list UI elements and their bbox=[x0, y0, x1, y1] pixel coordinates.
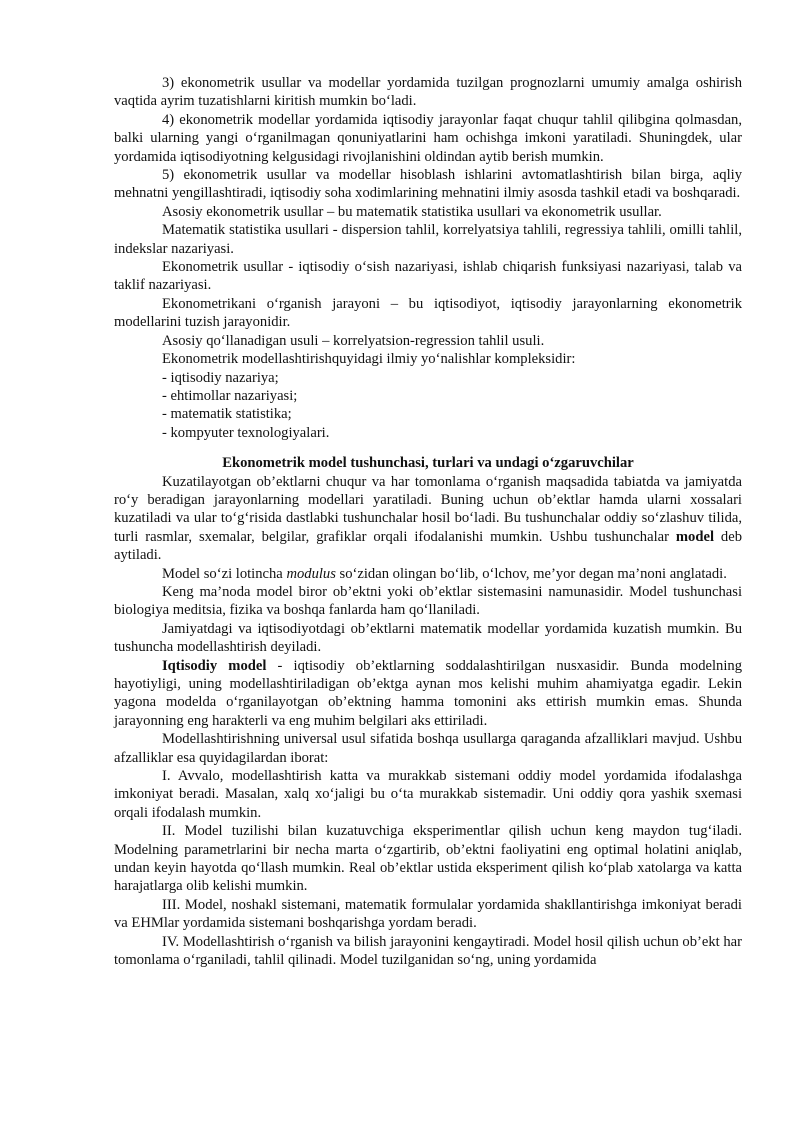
paragraph-econometric-methods: Ekonometrik usullar - iqtisodiy o‘sish nazariyasi, ishlab chiqarish funksiyasi nazariyasi, talab va taklif nazariyasi. bbox=[114, 259, 742, 294]
text-run: so‘zidan olingan bo‘lib, o‘lchov, me’yor degan ma’noni anglatadi. bbox=[335, 565, 727, 582]
paragraph-complex-intro: Ekonometrik modellashtirishquyidagi ilmiy yo‘nalishlar kompleksidir: bbox=[162, 351, 576, 368]
section-title: Ekonometrik model tushunchasi, turlari va undagi o‘zgaruvchilar bbox=[222, 455, 634, 472]
paragraph-item-5: 5) ekonometrik usullar va modellar hisoblash ishlarini avtomatlashtirish bilan birga, aqliy mehnatni yengillashtiradi, iqtisodiy soha xodimlarining mehnatini ilmiy asosda tashkil etadi va boshqaradi. bbox=[114, 167, 742, 202]
text-run: Model so‘zi lotincha bbox=[162, 565, 287, 582]
list-item: - ehtimollar nazariyasi; bbox=[162, 387, 298, 404]
paragraph-item-4: 4) ekonometrik modellar yordamida iqtisodiy jarayonlar faqat chuqur tahlil qilibgina qolmasdan, balki ularning yangi o‘rganilmagan qonuniyatlarini ham ochishga imkoni yaratiladi. Shuningdek, ular yordamida iqtisodiyotning kelgusidagi rivojlanishini oldindan aytib berish mumkin. bbox=[114, 111, 742, 165]
paragraph-model-etymology bbox=[114, 565, 742, 583]
paragraph-advantage-4: IV. Modellashtirish o‘rganish va bilish jarayonini kengaytiradi. Model hosil qilish uchun ob’ekt har tomonlama o‘rganiladi, tahlil qilinadi. Model tuzilganidan so‘ng, uning yordamida bbox=[114, 933, 742, 969]
paragraph-economic-model bbox=[114, 657, 742, 731]
paragraph-advantage-3: III. Model, noshakl sistemani, matematik formulalar yordamida shakllantirishga imkoniyat beradi va EHMlar yordamida sistemani boshqarishga yordam beradi. bbox=[114, 896, 742, 932]
text-run: - iqtisodiy ob’ektlarning soddalashtirilgan nusxasidir. Bunda modelning hayotiyligi, uning modellashtiriladigan ob’ektga aynan mos kelishi muhim ahamiyatga egadir. Lekin yagona modelda o‘rganilayotgan ob’ektning hamma tomonini aks ettirish mumkin emas. Shunda jarayonning eng harakterli va eng muhim belgilari aks ettiriladi. bbox=[114, 657, 743, 729]
text-run: deb aytiladi. bbox=[114, 528, 742, 564]
paragraph-broad-meaning: Keng ma’noda model biror ob’ektni yoki ob’ektlar sistemasini namunasidir. Model tushunchasi biologiya meditsia, fizika va boshqa fanlarda ham qo‘llaniladi. bbox=[114, 583, 742, 619]
paragraph-advantage-1: I. Avvalo, modellashtirish katta va murakkab sistemani oddiy model yordamida ifodalashga imkoniyat beradi. Masalan, xalq xo‘jaligi bu o‘ta murakkab sistemadir. Uni oddiy qora yashik sxemasi orqali ifodalash mumkin. bbox=[114, 768, 742, 821]
list-item: - kompyuter texnologiyalari. bbox=[162, 424, 330, 441]
text-run: Kuzatilayotgan ob’ektlarni chuqur va har tomonlama o‘rganish maqsadida tabiatda va jamiyatda ro‘y beradigan jarayonlarning modellari yaratiladi. Buning uchun ob’ektlar hamda ularni xossalari kuzatiladi va ular to‘g‘risida dastlabki tushunchalar hosil bo‘ladi. Bu tushunchalar oddiy so‘zlashuv tilida, turli rasmlar, sxemalar, belgilar, grafiklar orqali ifodalanishi mumkin. Ushbu tushunchalar bbox=[114, 473, 742, 545]
paragraph-advantage-2: II. Model tuzilishi bilan kuzatuvchiga eksperimentlar qilish uchun keng maydon tug‘iladi. Modelning parametrlarini bir necha marta o‘zgartirib, ob’ektni faoliyatini eng optimal holatini aniqlab, undan keyin hayotda qo‘llash mumkin. Real ob’ektlar ustida eksperiment qilish ko‘plab xatolarga va katta harajatlarga olib kelishi mumkin. bbox=[114, 823, 742, 895]
bold-term-model: model bbox=[675, 528, 714, 545]
paragraph-math-statistics: Matematik statistika usullari - dispersion tahlil, korrelyatsiya tahlili, regressiya tahlili, omilli tahlil, indekslar nazariyasi. bbox=[114, 222, 742, 257]
italic-term-modulus: modulus bbox=[286, 565, 336, 582]
paragraph-model-definition bbox=[114, 473, 742, 565]
paragraph-modelling: Jamiyatdagi va iqtisodiyotdagi ob’ektlarni matematik modellar yordamida kuzatish mumkin. Bu tushuncha modellashtirish deyiladi. bbox=[114, 620, 742, 656]
paragraph-item-3: 3) ekonometrik usullar va modellar yordamida tuzilgan prognozlarni umumiy amalga oshirish vaqtida ayrim tuzatishlarni kiritish mumkin bo‘ladi. bbox=[114, 75, 742, 110]
paragraph-advantages-intro: Modellashtirishning universal usul sifatida boshqa usullarga qaraganda afzalliklari mavjud. Ushbu afzalliklar esa quyidagilardan iborat: bbox=[114, 731, 742, 766]
list-item: - matematik statistika; bbox=[162, 406, 292, 423]
paragraph-main-method: Asosiy qo‘llanadigan usuli – korrelyatsion-regression tahlil usuli. bbox=[162, 332, 545, 349]
paragraph-basic-methods: Asosiy ekonometrik usullar – bu matematik statistika usullari va ekonometrik usullar. bbox=[162, 203, 662, 220]
paragraph-study-process: Ekonometrikani o‘rganish jarayoni – bu iqtisodiyot, iqtisodiy jarayonlarning ekonometrik modellarini tuzish jarayonidir. bbox=[114, 295, 742, 331]
list-item: - iqtisodiy nazariya; bbox=[162, 369, 279, 386]
bold-term-economic-model: Iqtisodiy model bbox=[162, 657, 267, 674]
